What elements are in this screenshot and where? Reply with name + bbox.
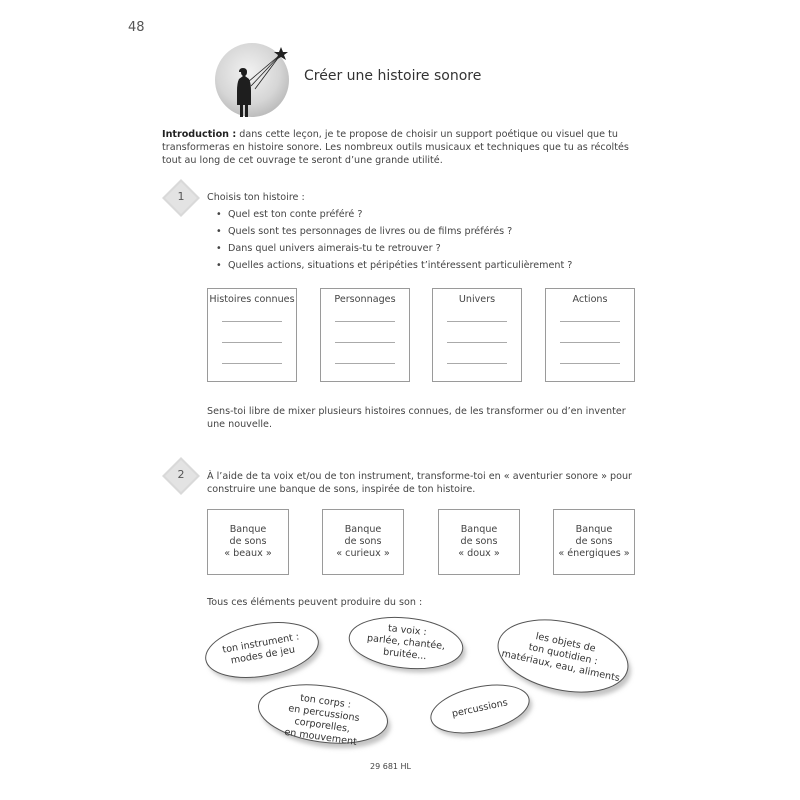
introduction-label: Introduction : [162,129,237,140]
box-label: Univers [458,294,496,305]
step-2-number: 2 [177,468,185,481]
list-item: • Quelles actions, situations et péripéties t’intéressent particulièrement ? [216,259,572,276]
sound-source-label: ta voix : parlée, chantée, bruitée... [366,623,446,663]
step-1-heading: Choisis ton histoire : [207,192,305,203]
step-1-note: Sens-toi libre de mixer plusieurs histoires connues, de les transformer ou d’en inventer une nouvelle. [207,406,626,430]
list-item: • Quel est ton conte préféré ? [216,208,572,225]
box-label: Histoires connues [209,294,295,305]
step-2-instructions: À l’aide de ta voix et/ou de ton instrument, transforme-toi en « aventurier sonore » pour construire une banque de sons, inspirée de ton histoire. [207,471,632,495]
sound-sources-title: Tous ces éléments peuvent produire du son : [207,597,423,608]
box-label: Actions [572,294,608,305]
sound-bank-label: Banque de sons « énergiques » [558,524,630,559]
footer-code: 29 681 HL [370,762,412,771]
sound-bank-label: Banque de sons « curieux » [336,524,390,559]
page-title: Créer une histoire sonore [304,68,482,84]
sound-source-label: les objets de ton quotidien : matériaux, eau, aliments [500,631,621,685]
introduction-text: dans cette leçon, je te propose de choisir un support poétique ou visuel que tu transformeras en histoire sonore. Les nombreux outils musicaux et techniques que tu as récoltés tout au long de cet ouvrage te seront d’une grande utilité. [162,129,629,166]
list-item: • Dans quel univers aimerais-tu te retrouver ? [216,242,572,259]
sound-source-label: percussions [451,697,509,720]
sound-bank-label: Banque de sons « beaux » [224,524,272,559]
sound-source-label: ton corps : en percussions corporelles, en mouvement [283,692,361,748]
sound-bank-label: Banque de sons « doux » [458,524,500,559]
sound-source-label: ton instrument : modes de jeu [221,631,301,667]
step-1-number: 1 [177,190,185,203]
box-label: Personnages [334,294,396,305]
page-number: 48 [128,20,145,35]
list-item: • Quels sont tes personnages de livres ou de films préférés ? [216,225,572,242]
